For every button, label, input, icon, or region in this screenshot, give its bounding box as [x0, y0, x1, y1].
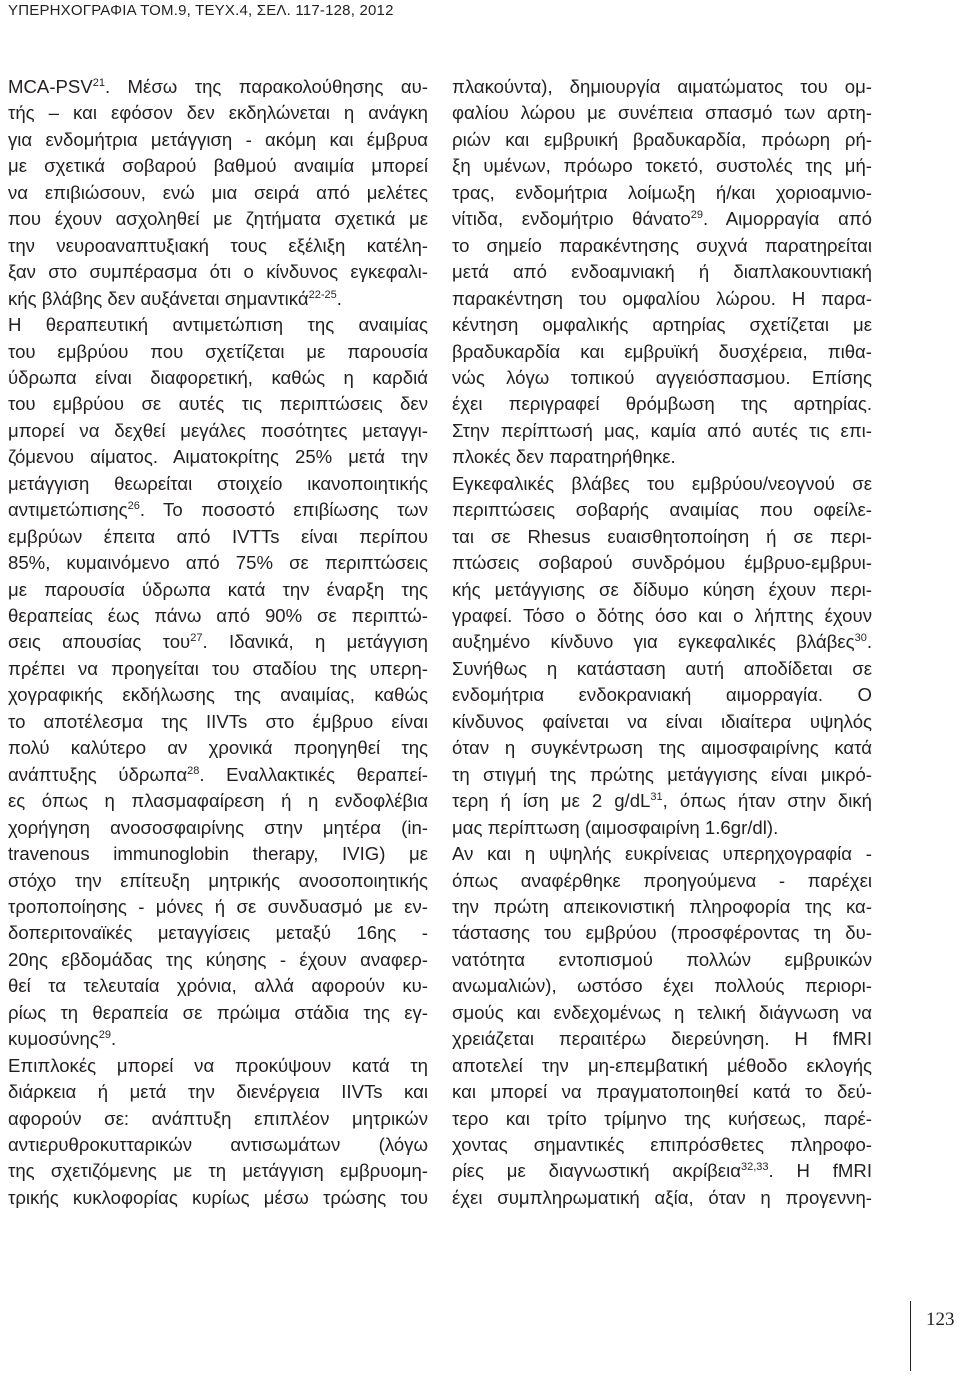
text-run: τροποποίησης - μόνες ή σε συνδυασμό με εν- — [8, 895, 428, 917]
text-run: τρικής κυκλοφορίας κυρίως μέσω τρώσης του — [8, 1186, 428, 1208]
text-line — [452, 206, 872, 232]
text-line — [452, 524, 872, 550]
text-line — [452, 153, 872, 179]
page-number-rule — [910, 1301, 911, 1371]
text-run: MCA-PSV — [8, 76, 93, 97]
citation-superscript: 21 — [92, 77, 105, 89]
text-line — [452, 1185, 872, 1211]
text-run: θεί τα τελευταία χρόνια, αλλά αφορούν κυ- — [8, 975, 428, 997]
text-run: διάρκεια ή μετά την διενέργεια IIVTs και — [8, 1081, 428, 1103]
text-run: ξαν στο συμπέρασμα ότι ο κίνδυνος εγκεφαλι- — [8, 261, 428, 283]
text-run: που έχουν ασχοληθεί με ζητήματα σχετικά με — [8, 208, 428, 230]
text-run: το σημείο παρακέντησης συχνά παρατηρείται — [452, 234, 872, 256]
text-line — [452, 656, 872, 682]
text-run: με σχετικά σοβαρού βαθμού αναιμία μπορεί — [8, 155, 428, 177]
text-run: όταν η συγκέντρωση της αιμοσφαιρίνης κατά — [452, 737, 872, 759]
text-line — [452, 920, 872, 946]
text-run: του εμβρύου σε αυτές τις περιπτώσεις δεν — [8, 393, 428, 415]
text-run: χρειάζεται περαιτέρω διερεύνηση. Η fMRI — [452, 1028, 872, 1050]
text-run: ρίως τη θεραπεία σε πρώιμα στάδια της εγ- — [8, 1001, 428, 1023]
text-line — [452, 682, 872, 708]
text-run: στόχο την επίτευξη μητρικής ανοσοποιητικής — [8, 869, 428, 891]
text-run: αποτελεί την μη-επεμβατική μέθοδο εκλογής — [452, 1054, 872, 1076]
text-run: Στην περίπτωσή μας, καμία από αυτές τις επι- — [452, 419, 872, 441]
text-run: ριών και εμβρυική βραδυκαρδία, πρόωρη ρή- — [452, 128, 872, 150]
text-line — [452, 1000, 872, 1026]
text-line — [8, 894, 428, 920]
text-run: ανάπτυξης ύδρωπα — [8, 763, 188, 785]
text-line — [452, 762, 872, 788]
text-line — [8, 497, 428, 523]
text-run: ες όπως η πλασμαφαίρεση ή η ενδοφλέβια — [8, 790, 428, 812]
text-line — [452, 365, 872, 391]
text-line — [8, 603, 428, 629]
text-line — [452, 815, 872, 841]
text-line — [8, 868, 428, 894]
text-run: τη στιγμή της πρώτης μετάγγισης είναι μικρό- — [452, 763, 872, 785]
text-run: ξη υμένων, πρόωρο τοκετό, συστολές της μή- — [452, 155, 872, 177]
citation-superscript: 29 — [690, 209, 703, 222]
text-line — [8, 920, 428, 946]
text-line — [8, 471, 428, 497]
text-run: του εμβρύου που σχετίζεται με παρουσία — [8, 340, 428, 362]
text-run: έχει περιγραφεί θρόμβωση της αρτηρίας. — [452, 393, 872, 415]
text-run: βραδυκαρδία και εμβρυϊκή δυσχέρεια, πιθα- — [452, 340, 872, 362]
text-line — [8, 1026, 428, 1052]
text-run: αντιερυθροκυτταρικών αντισωμάτων (λόγω — [8, 1134, 428, 1155]
text-run: να επιβιώσουν, ενώ μια σειρά από μελέτες — [8, 181, 428, 203]
text-run: . — [111, 1028, 117, 1050]
text-line — [452, 127, 872, 153]
text-line — [452, 391, 872, 417]
text-line — [8, 259, 428, 285]
text-line — [452, 550, 872, 576]
text-run: κέντηση ομφαλικής αρτηρίας σχετίζεται με — [452, 314, 872, 336]
text-run: κής βλάβης δεν αυξάνεται σημαντικά — [8, 287, 309, 309]
text-run: Αν και η υψηλής ευκρίνειας υπερηχογραφία - — [452, 843, 872, 865]
text-line — [8, 709, 428, 735]
text-line — [8, 365, 428, 391]
text-run: σεις απουσίας του — [8, 631, 191, 653]
running-header: ΥΠΕΡΗΧΟΓΡΑΦΙΑ ΤΟΜ.9, ΤΕΥΧ.4, ΣΕΛ. 117-128, 2012 — [8, 2, 394, 19]
text-line — [452, 100, 872, 126]
text-line — [8, 1053, 428, 1079]
text-run: . — [866, 631, 872, 653]
text-run: δοπεριτοναϊκές μεταγγίσεις μεταξύ 16ης - — [8, 922, 428, 944]
text-line — [452, 1106, 872, 1132]
text-run: ενδομήτρια ενδοκρανιακή αιμορραγία. Ο — [452, 684, 872, 706]
text-line — [8, 180, 428, 206]
text-line — [8, 1132, 428, 1158]
text-run: ζόμενου αίματος. Αιματοκρίτης 25% μετά την — [8, 446, 428, 468]
text-run: αντιμετώπισης — [8, 499, 128, 521]
text-line — [8, 1079, 428, 1105]
text-run: εμβρύων έπειτα από IVTTs είναι περίπου — [8, 525, 428, 547]
text-run: ται σε Rhesus ευαισθητοποίηση ή σε περι- — [452, 525, 872, 547]
text-run: μετά από ενδοαμνιακή ή διαπλακουντιακή — [452, 261, 872, 283]
text-line — [8, 550, 428, 576]
text-line — [452, 973, 872, 999]
citation-superscript: 29 — [98, 1029, 112, 1042]
text-line — [452, 894, 872, 920]
text-line — [8, 973, 428, 999]
text-line — [8, 206, 428, 232]
text-run: τερο και τρίτο τρίμηνο της κυήσεως, παρέ- — [452, 1107, 872, 1129]
text-run: πλοκές δεν παρατηρήθηκε. — [452, 446, 676, 468]
citation-superscript: 32,33 — [740, 1161, 769, 1174]
text-run: τρας, ενδομήτρια λοίμωξη ή/και χοριοαμνιο- — [452, 181, 872, 203]
text-line — [452, 444, 872, 470]
text-run: όπως αναφέρθηκε προηγούμενα - παρέχει — [452, 869, 872, 891]
text-run: . Η fMRI — [768, 1160, 872, 1182]
text-line — [8, 788, 428, 814]
text-line — [8, 391, 428, 417]
text-run: . Εναλλακτικές θεραπεί- — [199, 763, 428, 785]
text-run: παρακέντηση του ομφαλίου λώρου. Η παρα- — [452, 287, 872, 309]
text-run: της σχετιζόμενης με τη μετάγγιση εμβρυομη- — [8, 1160, 428, 1182]
text-line — [452, 418, 872, 444]
text-run: χορήγηση ανοσοσφαιρίνης στην μητέρα (in- — [8, 816, 428, 838]
text-run: σμούς και ενδεχομένως η τελική διάγνωση να — [452, 1001, 872, 1023]
text-run: τής – και εφόσον δεν εκδηλώνεται η ανάγκη — [8, 102, 428, 124]
text-run: νατότητα εντοπισμού πολλών εμβρυικών — [452, 948, 872, 970]
text-run: κής μετάγγισης σε δίδυμο κύηση έχουν περι- — [452, 578, 872, 600]
text-line — [452, 339, 872, 365]
text-line — [452, 735, 872, 761]
text-run: Συνήθως η κατάσταση αυτή αποδίδεται σε — [452, 657, 872, 679]
citation-superscript: 31 — [650, 791, 663, 804]
text-run: τάστασης του εμβρύου (προσφέροντας τη δυ- — [452, 922, 872, 944]
text-line — [8, 153, 428, 179]
text-run: μπορεί να δεχθεί μεγάλες ποσότητες μεταγγι- — [8, 419, 428, 441]
text-run: για ενδομήτρια μετάγγιση - ακόμη και έμβρυα — [8, 128, 428, 150]
text-run: πολύ καλύτερο αν χρονικά προηγηθεί της — [8, 737, 428, 759]
text-line — [8, 1000, 428, 1026]
text-line — [8, 339, 428, 365]
text-line — [8, 127, 428, 153]
text-line — [8, 656, 428, 682]
text-line — [452, 259, 872, 285]
text-line — [8, 629, 428, 655]
text-run: γραφεί. Τόσο ο δότης όσο και ο λήπτης έχουν — [452, 605, 872, 626]
text-line — [8, 577, 428, 603]
text-run: την πρώτη απεικονιστική πληροφορία της κα- — [452, 895, 872, 917]
text-line — [452, 471, 872, 497]
text-run: με παρουσία ύδρωπα κατά την έναρξη της — [8, 578, 428, 600]
text-line — [8, 947, 428, 973]
text-run: νώς λόγω τοπικού αγγειόσπασμου. Επίσης — [452, 366, 872, 388]
text-run: . — [336, 287, 342, 309]
text-run: πτώσεις σοβαρού συνδρόμου έμβρυο-εμβρυι- — [452, 552, 872, 574]
text-run: Εγκεφαλικές βλάβες του εμβρύου/νεογνού σε — [452, 472, 872, 494]
citation-superscript: 22-25 — [308, 288, 337, 301]
text-line — [452, 286, 872, 312]
text-run: ρίες με διαγνωστική ακρίβεια — [452, 1160, 741, 1182]
text-line — [8, 312, 428, 338]
text-line — [452, 74, 872, 100]
text-line — [452, 947, 872, 973]
text-line — [8, 233, 428, 259]
text-run: 20ης εβδομάδας της κύησης - έχουν αναφερ- — [8, 948, 428, 970]
text-line — [452, 1079, 872, 1105]
text-run: αυξημένο κίνδυνο για εγκεφαλικές βλάβες — [452, 631, 855, 653]
text-line — [8, 286, 428, 312]
page-number: 123 — [926, 1309, 955, 1330]
text-run: αφορούν σε: ανάπτυξη επιπλέον μητρικών — [8, 1107, 428, 1129]
text-run: και μπορεί να πραγματοποιηθεί κατά το δεύ- — [452, 1081, 872, 1103]
text-run: Η θεραπευτική αντιμετώπιση της αναιμίας — [8, 314, 428, 336]
text-line — [8, 524, 428, 550]
text-line — [8, 762, 428, 788]
text-run: τερη ή ίση με 2 g/dL — [452, 790, 651, 812]
text-run: ύδρωπα είναι διαφορετική, καθώς η καρδιά — [8, 366, 428, 388]
text-line — [452, 1158, 872, 1184]
text-run: 85%, κυμαινόμενο από 75% σε περιπτώσεις — [8, 552, 428, 574]
text-run: κίνδυνος φαίνεται να είναι ιδιαίτερα υψηλός — [452, 710, 872, 732]
text-run: περιπτώσεις σοβαρής αναιμίας που οφείλε- — [452, 499, 872, 521]
text-line — [8, 100, 428, 126]
text-line — [8, 735, 428, 761]
text-run: . Ιδανικά, η μετάγγιση — [202, 631, 429, 653]
text-line — [8, 682, 428, 708]
text-run: μας περίπτωση (αιμοσφαιρίνη 1.6gr/dl). — [452, 816, 779, 838]
text-line — [8, 74, 428, 100]
text-line — [8, 1185, 428, 1211]
text-line — [8, 418, 428, 444]
text-run: έχει συμπληρωματική αξία, όταν η προγεννη- — [452, 1186, 872, 1208]
text-run: θεραπείας έως πάνω από 90% σε περιπτώ- — [8, 605, 428, 626]
text-line — [452, 312, 872, 338]
text-run: πλακούντα), δημιουργία αιματώματος του ομ- — [452, 76, 872, 97]
text-line — [452, 841, 872, 867]
text-line — [8, 1106, 428, 1132]
text-run: μετάγγιση θεωρείται στοιχείο ικανοποιητικής — [8, 472, 428, 494]
text-run: travenous immunoglobin therapy, IVIG) με — [8, 843, 428, 865]
text-run: ανωμαλιών), ωστόσο έχει πολλούς περιορι- — [452, 975, 872, 997]
text-line — [8, 815, 428, 841]
text-line — [452, 1132, 872, 1158]
text-run: πρέπει να προηγείται του σταδίου της υπερη- — [8, 657, 428, 679]
text-line — [452, 788, 872, 814]
citation-superscript: 28 — [187, 764, 200, 777]
text-line — [8, 444, 428, 470]
text-line — [452, 233, 872, 259]
text-line — [452, 180, 872, 206]
text-line — [452, 577, 872, 603]
citation-superscript: 26 — [127, 500, 140, 513]
text-run: , όπως ήταν στην δική — [662, 790, 873, 812]
text-run: φαλίου λώρου με συνέπεια σπασμό των αρτη- — [452, 102, 872, 124]
text-run: την νευροαναπτυξιακή τους εξέλιξη κατέλη- — [8, 234, 428, 256]
text-line — [452, 1053, 872, 1079]
text-run: Επιπλοκές μπορεί να προκύψουν κατά τη — [8, 1054, 428, 1076]
text-line — [452, 497, 872, 523]
text-run: κυμοσύνης — [8, 1028, 99, 1050]
text-line — [452, 629, 872, 655]
text-run: νίτιδα, ενδομήτριο θάνατο — [452, 208, 691, 230]
text-run: χοντας σημαντικές επιπρόσθετες πληροφο- — [452, 1134, 872, 1155]
text-line — [452, 1026, 872, 1052]
citation-superscript: 30 — [854, 632, 867, 645]
text-run: . Μέσω της παρακολούθησης αυ- — [104, 76, 428, 97]
text-line — [8, 1158, 428, 1184]
text-run: . Το ποσοστό επιβίωσης των — [139, 499, 428, 521]
text-line — [452, 603, 872, 629]
text-run: το αποτέλεσμα της IIVTs στο έμβρυο είναι — [8, 710, 428, 732]
text-line — [452, 709, 872, 735]
text-run: χογραφικής εκδήλωσης της αναιμίας, καθώς — [8, 684, 428, 706]
text-line — [8, 841, 428, 867]
citation-superscript: 27 — [190, 632, 203, 645]
text-line — [452, 868, 872, 894]
text-run: . Αιμορραγία από — [702, 208, 872, 230]
